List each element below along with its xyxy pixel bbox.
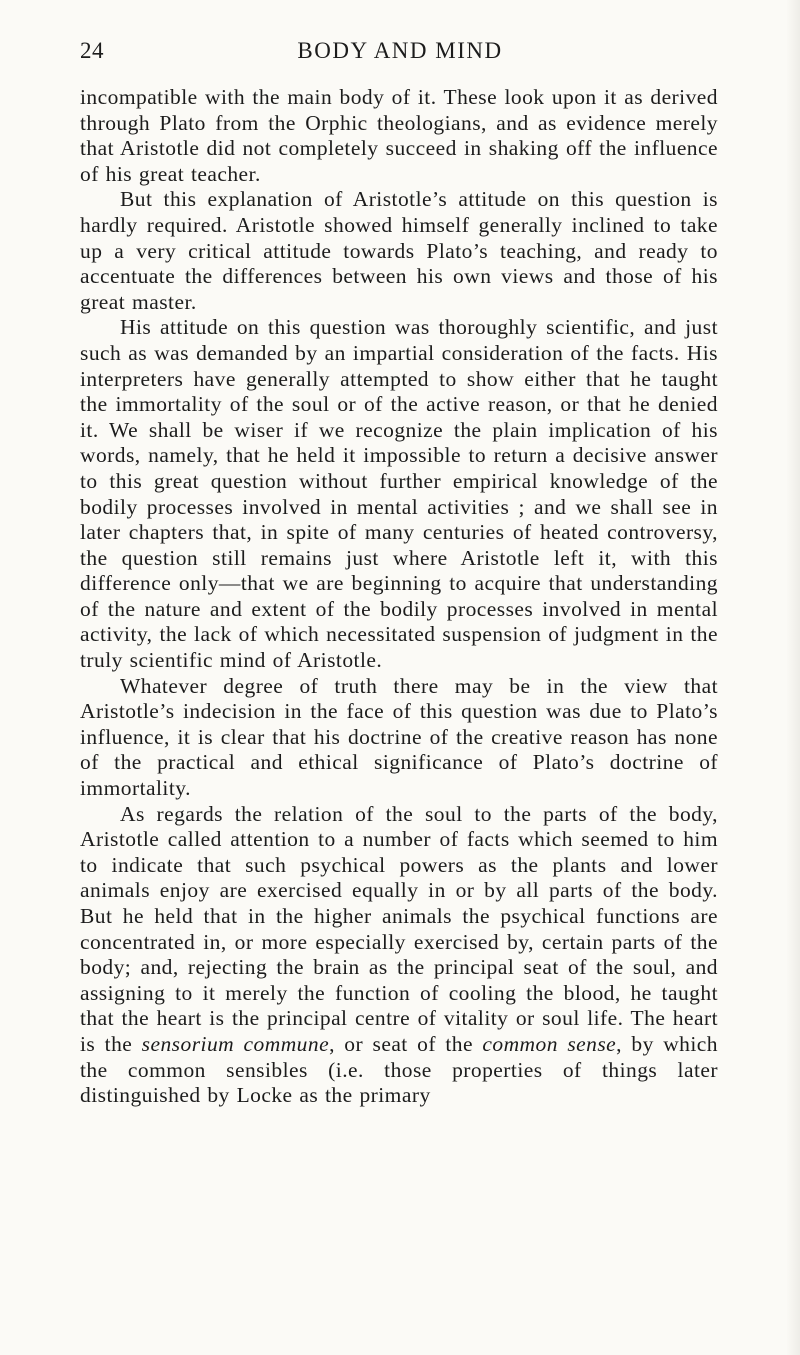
paragraph-text: His attitude on this question was thoroughly scientific, and just such as was demanded by an impartial consideration of the facts. His interpreters have generally attempted to show either that he taught the immortality of the soul or of the active reason, or that he denied it. We shall be wiser if we recognize the plain implication of his words, namely, that he held it impossible to return a decisive answer to this great question without further empirical knowledge of the bodily processes involved in mental activities ; and we shall see in later chapters that, in spite of many centuries of heated controversy, the question still remains just where Aristotle left it, with this difference only—that we are beginning to acquire that understanding of the nature and extent of the bodily processes involved in mental activity, the lack of which necessitated suspension of judgment in the truly scientific mind of Aristotle. xyxy=(80,315,718,673)
running-head: BODY AND MIND xyxy=(297,38,503,63)
paragraph-text: Whatever degree of truth there may be in the view that Aristotle’s indecision in the face of this question was due to Plato’s influence, it is clear that his doctrine of the creative reason has none of the practical and ethical significance of Plato’s doctrine of immortality. xyxy=(80,673,718,801)
body-text xyxy=(80,85,718,1109)
paragraph-text: As regards the relation of the soul to the parts of the body, Aristotle called attention to a number of facts which seemed to him to indicate that such psychical powers as the plants and lower animals enjoy are exercised equally in or by all parts of the body. But he held that in the higher animals the psychical functions are concentrated in, or more especially exercised by, certain parts of the body; and, rejecting the brain as the principal seat of the soul, and assigning to it merely the function of cooling the blood, he taught that the heart is the principal centre of vitality or soul life. The heart is the xyxy=(80,801,718,1056)
italic-term-sensorium-commune: sensorium commune xyxy=(141,1031,330,1056)
paragraph-4 xyxy=(80,674,718,802)
page-header xyxy=(80,38,720,68)
page-number: 24 xyxy=(80,38,104,63)
paragraph-text: incompatible with the main body of it. These look upon it as derived through Plato from the Orphic theologians, and as evidence merely that Aristotle did not completely succeed in shaking off the influence of his great teacher. xyxy=(80,85,718,186)
paragraph-2 xyxy=(80,187,718,315)
italic-term-common-sense: common sense xyxy=(482,1031,617,1056)
paragraph-3 xyxy=(80,315,718,673)
paragraph-text: , by which the common sensibles (i.e. those properties of things later distinguished by Locke as the primary xyxy=(80,1031,718,1108)
paragraph-text: But this explanation of Aristotle’s attitude on this question is hardly required. Aristotle showed himself generally inclined to take up a very critical attitude towards Plato’s teaching, and ready to accentuate the differences between his own views and those of his great master. xyxy=(80,187,718,314)
paragraph-1 xyxy=(80,85,718,187)
page-edge-shadow xyxy=(786,0,800,1355)
paragraph-5 xyxy=(80,802,718,1109)
paragraph-text: , or seat of the xyxy=(329,1031,483,1056)
